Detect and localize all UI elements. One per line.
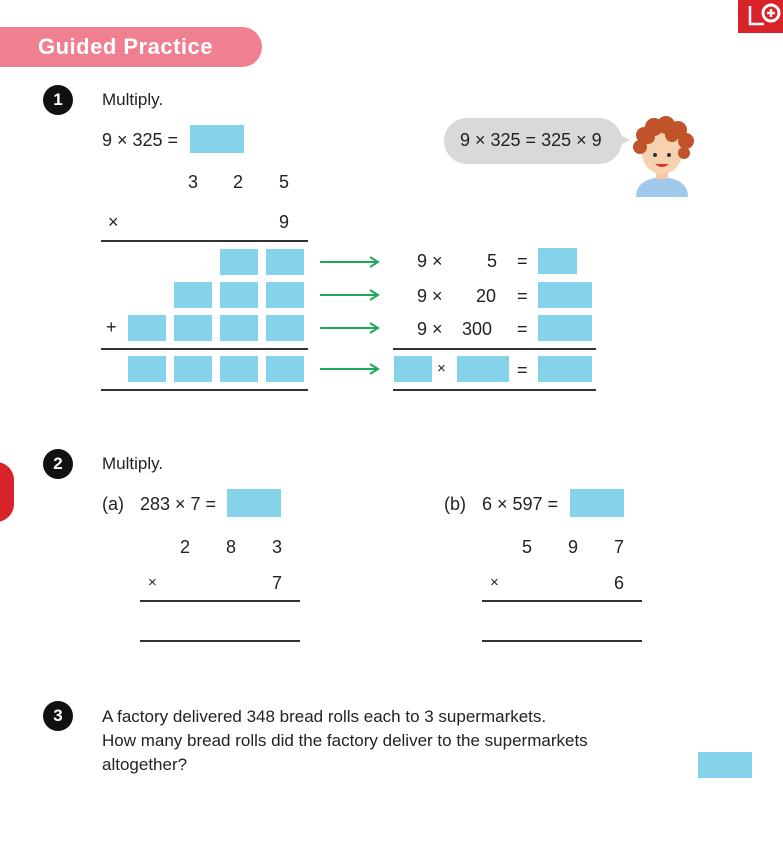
rule-line [393,389,596,391]
answer-box[interactable] [538,282,592,308]
digit: 2 [180,537,191,557]
boy-face-icon [626,115,698,202]
multiplier: 9 [279,212,290,232]
answer-box[interactable] [266,249,304,275]
digit: 9 [568,537,579,557]
side-tab[interactable] [0,462,14,522]
digit: 8 [226,537,237,557]
q2-instruction: Multiply. [102,454,164,473]
answer-box[interactable] [220,315,258,341]
answer-box[interactable] [227,489,281,517]
green-arrow-icon [320,254,380,270]
question-number-1: 1 [43,85,73,115]
answer-box[interactable] [174,356,212,382]
row-factor: 9 × [417,319,443,339]
rule-line [101,389,308,391]
q3-line: A factory delivered 348 bread rolls each to 3 supermarkets. [102,707,547,726]
answer-box[interactable] [394,356,432,382]
section-header [0,27,262,67]
answer-box[interactable] [266,315,304,341]
bubble-text: 9 × 325 = 325 × 9 [460,130,602,150]
answer-box[interactable] [220,249,258,275]
digit: 5 [522,537,533,557]
digit: 5 [279,172,290,192]
section-title: Guided Practice [38,34,214,59]
speech-bubble [444,118,622,164]
q3-line: How many bread rolls did the factory deliver to the supermarkets [102,731,588,750]
q2b-label: (b) [444,494,466,514]
green-arrow-icon [320,287,380,303]
answer-box[interactable] [128,356,166,382]
q2a-equation: 283 × 7 = [140,494,217,514]
equals-sign: = [517,286,528,306]
answer-box[interactable] [538,248,577,274]
answer-box[interactable] [220,356,258,382]
green-arrow-icon [320,320,380,336]
q2a-label: (a) [102,494,124,514]
row-factor: 9 × [417,251,443,271]
answer-box[interactable] [570,489,624,517]
answer-box[interactable] [174,282,212,308]
answer-box[interactable] [538,356,592,382]
answer-box[interactable] [698,752,752,778]
green-arrow-icon [320,361,380,377]
zoom-icon[interactable] [738,0,783,33]
answer-box[interactable] [128,315,166,341]
q3-text [102,705,588,777]
times-sign: × [490,574,499,591]
q2b-equation: 6 × 597 = [482,494,559,514]
equals-sign: = [517,360,528,380]
q3-line: altogether? [102,755,188,774]
multiplier: 7 [272,573,283,593]
times-sign: × [437,360,446,377]
rule-line [482,640,642,642]
rule-line [140,600,300,602]
rule-line [482,600,642,602]
answer-box[interactable] [220,282,258,308]
question-number-3: 3 [43,701,73,731]
answer-box[interactable] [174,315,212,341]
equals-sign: = [517,251,528,271]
row-value: 20 [476,286,497,306]
rule-line [101,240,308,242]
answer-box[interactable] [190,125,244,153]
digit: 7 [614,537,625,557]
question-number-2: 2 [43,449,73,479]
multiplier: 6 [614,573,625,593]
row-factor: 9 × [417,286,443,306]
rule-line [101,348,308,350]
answer-box[interactable] [266,282,304,308]
equals-sign: = [517,319,528,339]
digit: 3 [188,172,199,192]
rule-line [393,348,596,350]
row-value: 5 [487,251,498,271]
digit: 3 [272,537,283,557]
row-value: 300 [462,319,493,339]
q1-equation: 9 × 325 = [102,130,179,150]
answer-box[interactable] [538,315,592,341]
times-sign: × [108,212,119,232]
plus-sign: + [106,317,117,337]
answer-box[interactable] [266,356,304,382]
times-sign: × [148,574,157,591]
q1-instruction: Multiply. [102,90,164,109]
rule-line [140,640,300,642]
digit: 2 [233,172,244,192]
answer-box[interactable] [457,356,509,382]
